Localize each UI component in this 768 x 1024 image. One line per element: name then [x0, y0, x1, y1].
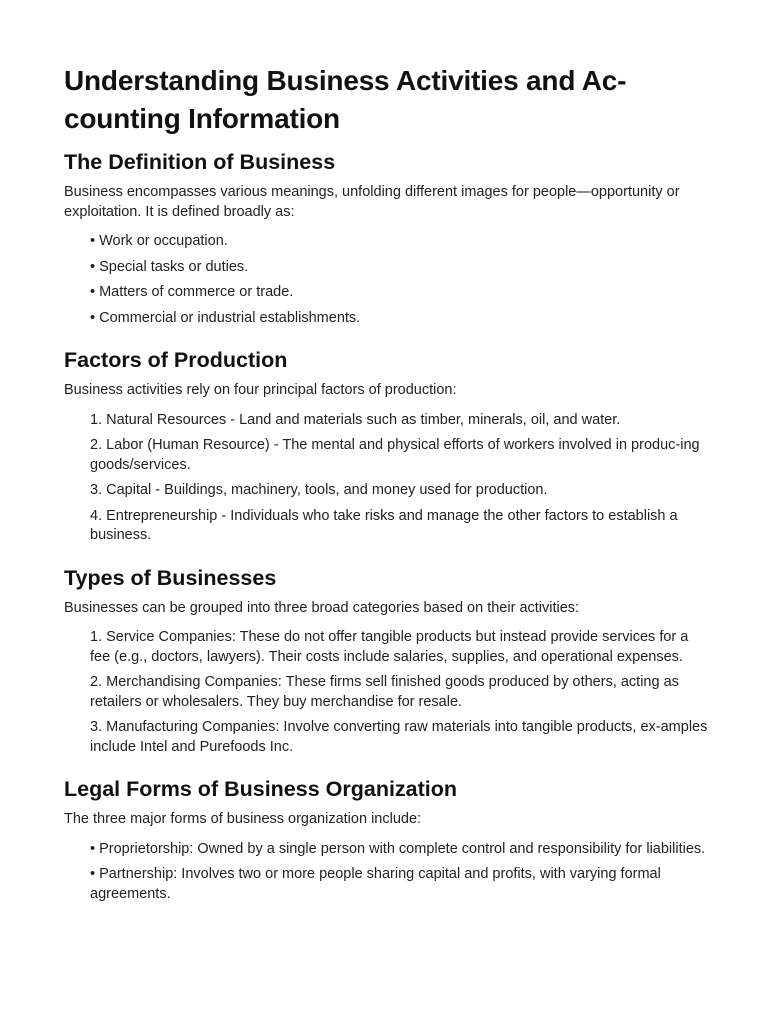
section-intro: The three major forms of business organization include: [64, 811, 422, 827]
list-item: 3. Capital - Buildings, machinery, tools, and money used for production. [90, 482, 548, 498]
list-item: • Work or occupation. [90, 233, 228, 249]
section-heading: Types of Businesses [64, 565, 277, 590]
section-legal-forms [64, 775, 708, 904]
numbered-list [64, 628, 708, 757]
document-title [64, 62, 708, 138]
list-item: 1. Service Companies: These do not offer tangible products but instead provide services for a fee (e.g., doctors, lawyers). Their costs include salaries, supplies, and operational expenses. [90, 629, 689, 665]
section-intro: Business activities rely on four principal factors of production: [64, 382, 457, 398]
section-definition-of-business [64, 148, 708, 328]
section-heading: Legal Forms of Business Organization [64, 777, 458, 801]
list-item: • Special tasks or duties. [90, 258, 249, 275]
list-item: • Partnership: Involves two or more people sharing capital and profits, with varying formal agreements. [90, 866, 661, 902]
list-item: • Matters of commerce or trade. [90, 284, 294, 300]
bullet-list [64, 232, 708, 328]
document-title-line-2: counting Information [64, 103, 340, 134]
section-heading: Factors of Production [64, 348, 288, 372]
list-item: • Proprietorship: Owned by a single person with complete control and responsibility for liabilities. [90, 840, 706, 857]
list-item: 2. Labor (Human Resource) - The mental and physical efforts of workers involved in produc-ing goods/services. [90, 437, 700, 473]
section-heading: The Definition of Business [64, 150, 336, 174]
section-factors-of-production [64, 346, 708, 546]
section-intro: Business encompasses various meanings, unfolding different images for people—opportunity or exploitation. It is defined broadly as: [64, 184, 680, 220]
document-title-line-1: Understanding Business Activities and Ac- [64, 65, 627, 96]
section-intro: Businesses can be grouped into three broad categories based on their activities: [64, 599, 580, 616]
section-types-of-businesses [64, 564, 708, 758]
list-item: 2. Merchandising Companies: These firms sell finished goods produced by others, acting as retailers or wholesalers. They buy merchandise for resale. [90, 674, 679, 710]
list-item: 3. Manufacturing Companies: Involve converting raw materials into tangible products, ex-amples include Intel and Purefoods Inc. [90, 719, 708, 755]
list-item: 4. Entrepreneurship - Individuals who take risks and manage the other factors to establish a business. [90, 507, 678, 543]
numbered-list [64, 411, 708, 546]
list-item: • Commercial or industrial establishments. [90, 309, 361, 326]
bullet-list [64, 840, 708, 905]
list-item: 1. Natural Resources - Land and materials such as timber, minerals, oil, and water. [90, 411, 621, 428]
